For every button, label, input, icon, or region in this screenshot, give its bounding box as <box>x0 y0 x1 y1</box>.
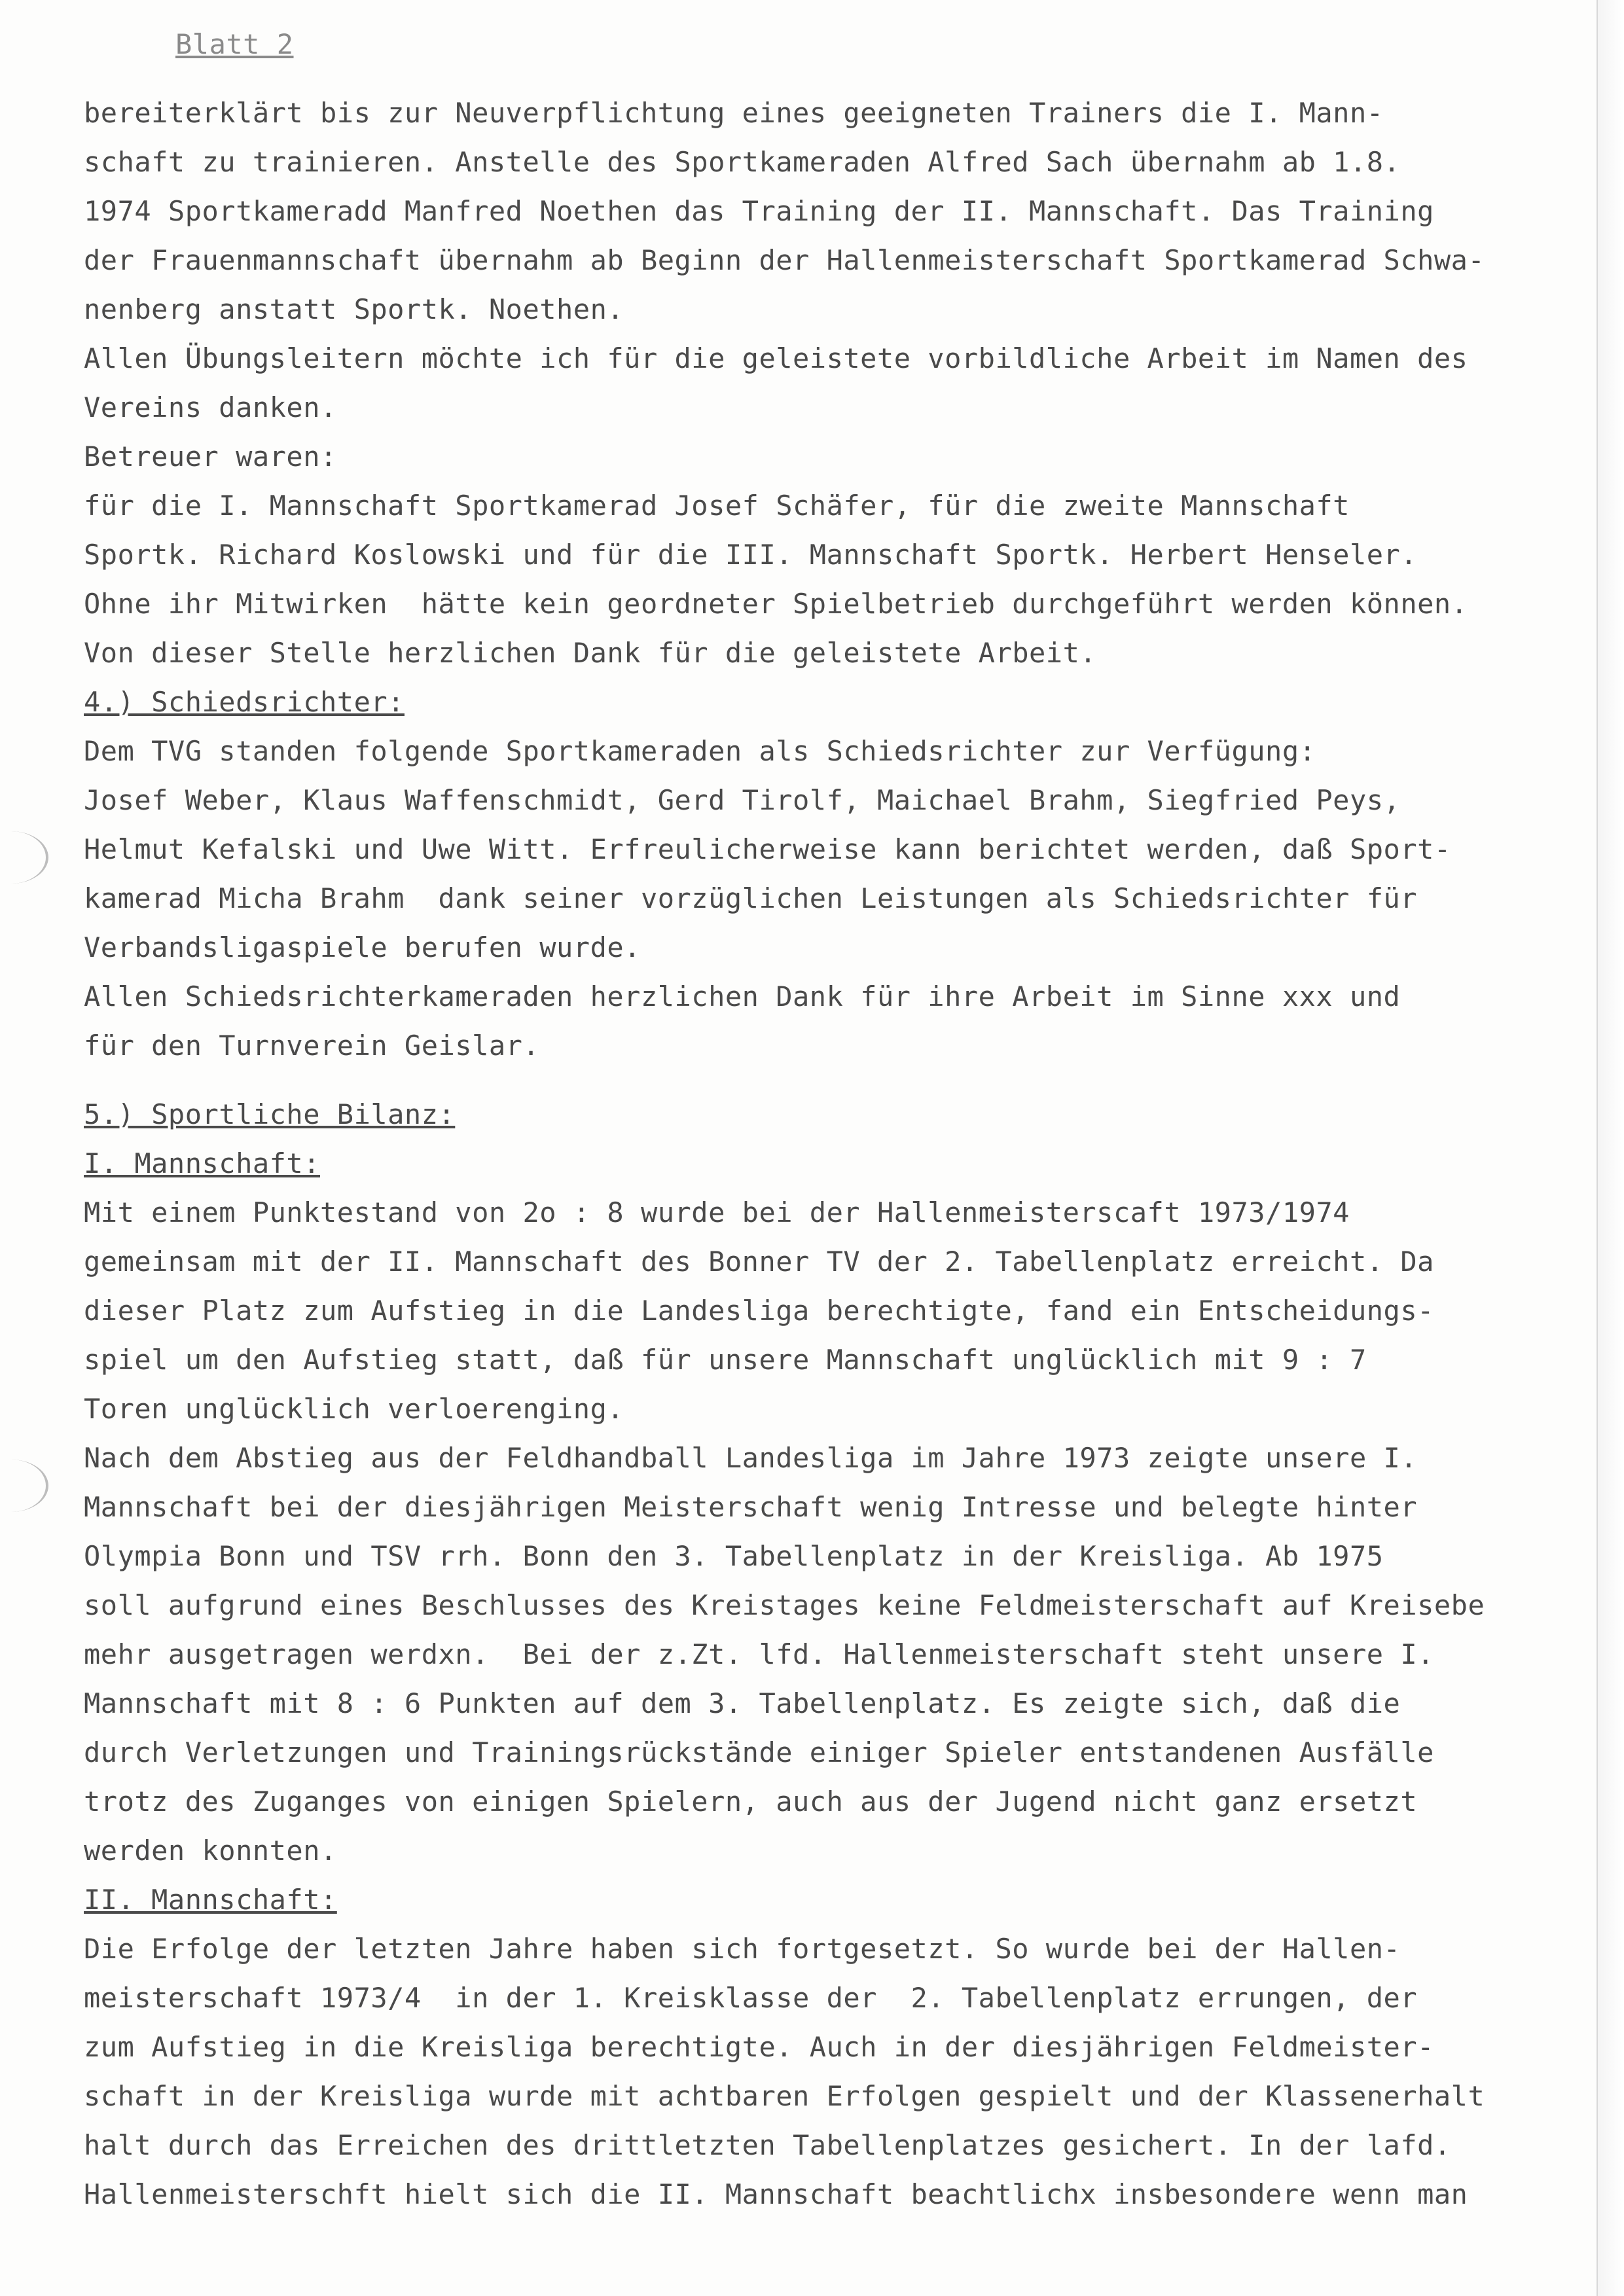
text-line: Nach dem Abstieg aus der Feldhandball Landesliga im Jahre 1973 zeigte unsere I. <box>84 1442 1418 1474</box>
text-line: Verbandsligaspiele berufen wurde. <box>84 931 641 963</box>
text-line: Allen Übungsleitern möchte ich für die geleistete vorbildliche Arbeit im Namen des <box>84 342 1468 374</box>
text-line: werden konnten. <box>84 1835 337 1867</box>
text-line: Betreuer waren: <box>84 440 337 473</box>
text-line: Olympia Bonn und TSV rrh. Bonn den 3. Tabellenplatz in der Kreisliga. Ab 1975 <box>84 1540 1384 1572</box>
text-line: Sportk. Richard Koslowski und für die III. Mannschaft Sportk. Herbert Henseler. <box>84 539 1418 571</box>
punch-hole-lower <box>0 1460 48 1512</box>
page-label: Blatt 2 <box>175 28 294 60</box>
punch-hole-upper <box>0 831 48 884</box>
text-line: bereiterklärt bis zur Neuverpflichtung eines geeigneten Trainers die I. Mann- <box>84 97 1384 129</box>
typewritten-text <box>84 20 1570 2219</box>
section-team-2 <box>84 1924 1570 2219</box>
text-line: halt durch das Erreichen des drittletzten Tabellenplatzes gesichert. In der lafd. <box>84 2129 1451 2161</box>
text-line: Ohne ihr Mitwirken hätte kein geordneter Spielbetrieb durchgeführt werden können. <box>84 588 1468 620</box>
text-line: meisterschaft 1973/4 in der 1. Kreisklasse der 2. Tabellenplatz errungen, der <box>84 1982 1418 2014</box>
section-heading-referees: 4.) Schiedsrichter: <box>84 686 405 718</box>
text-line: Vereins danken. <box>84 391 337 423</box>
text-line: schaft zu trainieren. Anstelle des Sportkameraden Alfred Sach übernahm ab 1.8. <box>84 146 1401 178</box>
text-line: Allen Schiedsrichterkameraden herzlichen Dank für ihre Arbeit im Sinne xxx und <box>84 980 1401 1013</box>
section-heading-sports-balance: 5.) Sportliche Bilanz: <box>84 1098 456 1130</box>
text-line: Josef Weber, Klaus Waffenschmidt, Gerd Tirolf, Maichael Brahm, Siegfried Peys, <box>84 784 1401 816</box>
subheading-team-2: II. Mannschaft: <box>84 1884 337 1916</box>
text-line: Mit einem Punktestand von 2o : 8 wurde bei der Hallenmeisterscaft 1973/1974 <box>84 1196 1350 1229</box>
text-line: 1974 Sportkameradd Manfred Noethen das Training der II. Mannschaft. Das Training <box>84 195 1434 227</box>
text-line: spiel um den Aufstieg statt, daß für unsere Mannschaft unglücklich mit 9 : 7 <box>84 1344 1367 1376</box>
text-line: kamerad Micha Brahm dank seiner vorzüglichen Leistungen als Schiedsrichter für <box>84 882 1418 914</box>
section-team-1 <box>84 1188 1570 1875</box>
text-line: Die Erfolge der letzten Jahre haben sich fortgesetzt. So wurde bei der Hallen- <box>84 1933 1401 1965</box>
text-line: dieser Platz zum Aufstieg in die Landesliga berechtigte, fand ein Entscheidungs- <box>84 1295 1434 1327</box>
text-line: zum Aufstieg in die Kreisliga berechtigte. Auch in der diesjährigen Feldmeister- <box>84 2031 1434 2063</box>
text-line: Dem TVG standen folgende Sportkameraden als Schiedsrichter zur Verfügung: <box>84 735 1316 767</box>
text-line: für den Turnverein Geislar. <box>84 1030 540 1062</box>
text-line: Mannschaft bei der diesjährigen Meisterschaft wenig Intresse und belegte hinter <box>84 1491 1418 1523</box>
text-line: mehr ausgetragen werdxn. Bei der z.Zt. lfd. Hallenmeisterschaft steht unsere I. <box>84 1638 1434 1670</box>
text-line: nenberg anstatt Sportk. Noethen. <box>84 293 624 325</box>
text-line: Hallenmeisterschft hielt sich die II. Mannschaft beachtlichx insbesondere wenn man <box>84 2178 1468 2210</box>
text-line: Toren unglücklich verloerenging. <box>84 1393 624 1425</box>
text-line: durch Verletzungen und Trainingsrückstände einiger Spieler entstandenen Ausfälle <box>84 1736 1434 1768</box>
text-line: der Frauenmannschaft übernahm ab Beginn der Hallenmeisterschaft Sportkamerad Schwa- <box>84 244 1485 276</box>
text-line: schaft in der Kreisliga wurde mit achtbaren Erfolgen gespielt und der Klassenerhalt <box>84 2080 1485 2112</box>
page-edge <box>1597 0 1624 2296</box>
text-line: soll aufgrund eines Beschlusses des Kreistages keine Feldmeisterschaft auf Kreisebe <box>84 1589 1485 1621</box>
text-line: für die I. Mannschaft Sportkamerad Josef Schäfer, für die zweite Mannschaft <box>84 490 1350 522</box>
text-line: Mannschaft mit 8 : 6 Punkten auf dem 3. Tabellenplatz. Es zeigte sich, daß die <box>84 1687 1401 1719</box>
text-line: Helmut Kefalski und Uwe Witt. Erfreulicherweise kann berichtet werden, daß Sport- <box>84 833 1451 865</box>
subheading-team-1: I. Mannschaft: <box>84 1147 321 1179</box>
paragraph-trainers <box>84 88 1570 677</box>
text-line: trotz des Zuganges von einigen Spielern, auch aus der Jugend nicht ganz ersetzt <box>84 1785 1418 1818</box>
section-referees <box>84 726 1570 1070</box>
text-line: gemeinsam mit der II. Mannschaft des Bonner TV der 2. Tabellenplatz erreicht. Da <box>84 1246 1434 1278</box>
text-line: Von dieser Stelle herzlichen Dank für die geleistete Arbeit. <box>84 637 1097 669</box>
